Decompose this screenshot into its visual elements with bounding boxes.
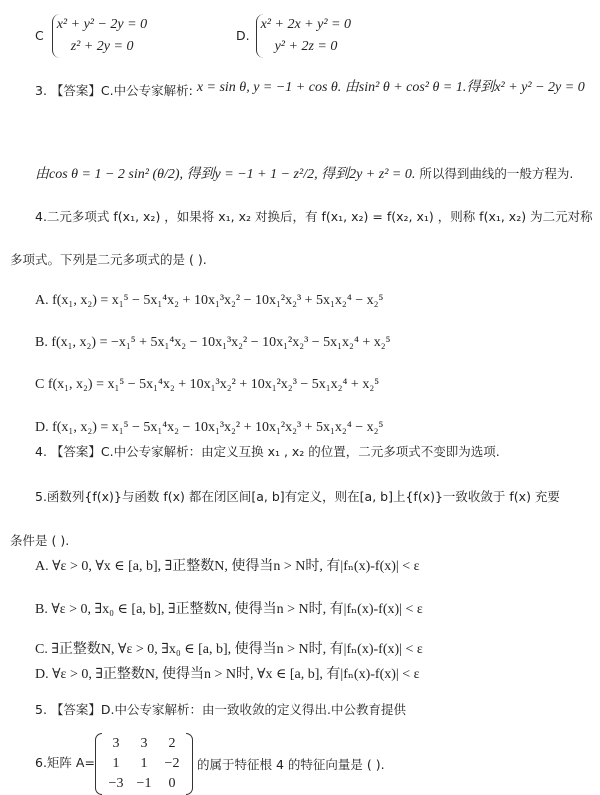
question-5: 5.函数列{f(x)}与函数 f(x) 都在闭区间[a, b]有定义，则在[a, b]上{f(x)}一致收敛于 f(x) 充要 (35, 489, 560, 504)
option-label: D. (236, 28, 250, 43)
matrix-cell: 3 (112, 736, 120, 751)
math-expression: x = sin θ, y = −1 + cos θ. 由sin² θ + cos² θ = 1.得到x² + y² − 2y = 0 (196, 80, 585, 95)
matrix-cell: −1 (136, 776, 152, 791)
matrix-cell: 0 (168, 776, 176, 791)
q2-option-c (35, 14, 147, 58)
left-paren (95, 733, 102, 795)
question-6-prefix: 6.矩阵 A= (35, 755, 95, 770)
matrix-cell: 1 (140, 756, 148, 771)
option-label: C (35, 28, 44, 43)
math-expression: 由cos θ = 1 − 2 sin² (θ/2), 得到y = −1 + 1 − z²/2, 得到2y + z² = 0. (35, 167, 416, 182)
q4-option-b: B. f(x₁, x₂) = −x₁⁵ + 5x₁⁴x₂ − 10x₁³x₂² − 10x₁²x₂³ − 5x₁x₂⁴ + x₂⁵ (35, 335, 391, 350)
answer-3-line2 (35, 165, 573, 184)
question-6-suffix: 的属于特征根 4 的特征向量是 ( ). (197, 757, 385, 772)
matrix-cell: 3 (140, 736, 148, 751)
question-5-line2: 条件是 ( ). (10, 533, 70, 548)
matrix-grid (102, 734, 186, 794)
right-paren (186, 733, 193, 795)
matrix-cell: 2 (168, 736, 176, 751)
matrix-cell: 1 (112, 756, 120, 771)
matrix-cell: −2 (164, 756, 180, 771)
answer-label: 3. 【答案】C.中公专家解析: (35, 83, 193, 98)
q4-option-d: D. f(x₁, x₂) = x₁⁵ − 5x₁⁴x₂ − 10x₁³x₂² + 10x₁²x₂³ + 5x₁x₂⁴ − x₂⁵ (35, 420, 384, 435)
matrix-a (95, 733, 385, 795)
q5-option-d: D. ∀ε > 0, ∃正整数N, 使得当n > N时, ∀x ∈ [a, b], 有|fₙ(x)-f(x)| < ε (35, 667, 420, 682)
equation-system (256, 14, 351, 58)
question-4-line2: 多项式。下列是二元多项式的是 ( ). (10, 252, 207, 267)
equation: x² + y² − 2y = 0 (56, 17, 148, 32)
q4-option-a: A. f(x₁, x₂) = x₁⁵ − 5x₁⁴x₂ + 10x₁³x₂² − 10x₁²x₂³ + 5x₁x₂⁴ − x₂⁵ (35, 293, 384, 308)
answer-5: 5. 【答案】D.中公专家解析：由一致收敛的定义得出.中公教育提供 (35, 702, 406, 717)
answer-3 (35, 82, 585, 101)
q5-option-c: C. ∃正整数N, ∀ε > 0, ∃x₀ ∈ [a, b], 使得当n > N时, 有|fₙ(x)-f(x)| < ε (35, 642, 423, 657)
matrix-cell: −3 (108, 776, 124, 791)
equation: y² + 2z = 0 (274, 39, 338, 54)
q2-option-d (236, 14, 351, 58)
question-4: 4.二元多项式 f(x₁, x₂) ，如果将 x₁, x₂ 对换后，有 f(x₁, x₂) = f(x₂, x₁) ，则称 f(x₁, x₂) 为二元对称 (35, 209, 593, 224)
answer-4: 4. 【答案】C.中公专家解析：由定义互换 x₁ , x₂ 的位置，二元多项式不变即为选项. (35, 444, 500, 459)
equation-system (52, 14, 147, 58)
q5-option-b: B. ∀ε > 0, ∃x₀ ∈ [a, b], ∃正整数N, 使得当n > N时, 有|fₙ(x)-f(x)| < ε (35, 602, 423, 617)
equation: z² + 2y = 0 (70, 39, 134, 54)
equation: x² + 2x + y² = 0 (260, 17, 351, 32)
q5-option-a: A. ∀ε > 0, ∀x ∈ [a, b], ∃正整数N, 使得当n > N时, 有|fₙ(x)-f(x)| < ε (35, 559, 420, 574)
q4-option-c: C f(x₁, x₂) = x₁⁵ − 5x₁⁴x₂ + 10x₁³x₂² + 10x₁²x₂³ − 5x₁x₂⁴ + x₂⁵ (35, 377, 380, 392)
answer-text: 所以得到曲线的一般方程为. (419, 166, 574, 181)
